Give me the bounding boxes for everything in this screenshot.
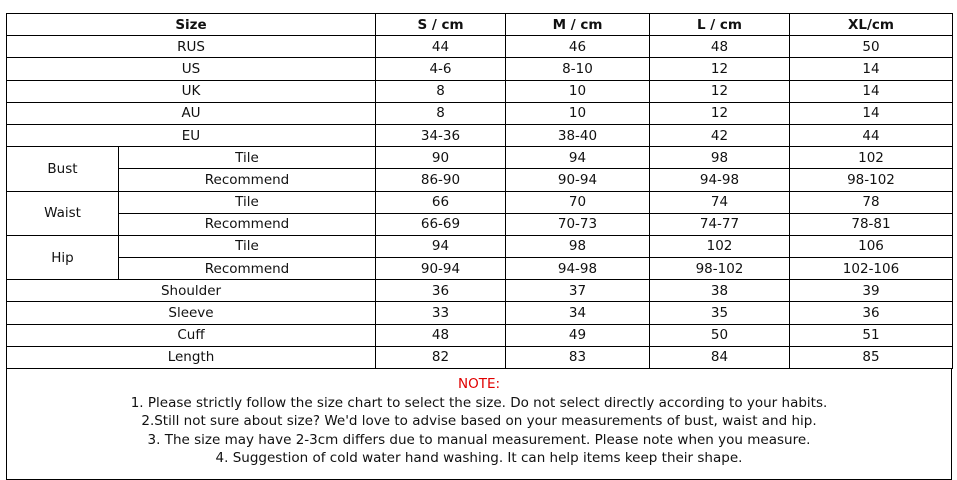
header-l: L / cm xyxy=(650,14,790,36)
sub-row-label: Tile xyxy=(119,235,376,257)
size-l-value: 12 xyxy=(650,58,790,80)
row-label: Sleeve xyxy=(7,302,376,324)
size-xl-value: 14 xyxy=(790,58,953,80)
table-row xyxy=(7,102,953,124)
size-m-value: 46 xyxy=(506,36,650,58)
size-l-value: 12 xyxy=(650,80,790,102)
note-line-4: 4. Suggestion of cold water hand washing. It can help items keep their shape. xyxy=(215,450,743,466)
table-row xyxy=(7,36,953,58)
size-m-value: 8-10 xyxy=(506,58,650,80)
size-l-value: 74-77 xyxy=(650,213,790,235)
size-xl-value: 85 xyxy=(790,346,953,368)
row-label: Length xyxy=(7,346,376,368)
size-m-value: 98 xyxy=(506,235,650,257)
note-title: NOTE: xyxy=(457,376,501,392)
size-m-value: 10 xyxy=(506,80,650,102)
sub-row-label: Recommend xyxy=(119,258,376,280)
size-xl-value: 39 xyxy=(790,280,953,302)
sub-row-label: Tile xyxy=(119,191,376,213)
table-row xyxy=(7,80,953,102)
size-s-value: 36 xyxy=(376,280,506,302)
row-label: EU xyxy=(7,124,376,146)
size-s-value: 94 xyxy=(376,235,506,257)
table-row xyxy=(7,302,953,324)
size-s-value: 82 xyxy=(376,346,506,368)
note-line-2: 2.Still not sure about size? We'd love to advise based on your measurements of bust, waist and hip. xyxy=(141,413,817,429)
size-xl-value: 78 xyxy=(790,191,953,213)
table-body xyxy=(7,36,953,369)
row-label: AU xyxy=(7,102,376,124)
size-s-value: 66-69 xyxy=(376,213,506,235)
size-l-value: 102 xyxy=(650,235,790,257)
size-xl-value: 51 xyxy=(790,324,953,346)
size-l-value: 98 xyxy=(650,147,790,169)
table-row xyxy=(7,213,953,235)
table-row xyxy=(7,124,953,146)
size-xl-value: 50 xyxy=(790,36,953,58)
size-l-value: 48 xyxy=(650,36,790,58)
header-s: S / cm xyxy=(376,14,506,36)
sub-row-label: Recommend xyxy=(119,213,376,235)
sub-row-label: Tile xyxy=(119,147,376,169)
size-s-value: 86-90 xyxy=(376,169,506,191)
size-s-value: 8 xyxy=(376,80,506,102)
table-row xyxy=(7,58,953,80)
note-line-1: 1. Please strictly follow the size chart to select the size. Do not select directly according to your habits. xyxy=(130,394,828,411)
size-m-value: 38-40 xyxy=(506,124,650,146)
group-label: Hip xyxy=(7,235,119,279)
table-row xyxy=(7,258,953,280)
size-chart xyxy=(6,13,952,480)
header-m: M / cm xyxy=(506,14,650,36)
sub-row-label: Recommend xyxy=(119,169,376,191)
size-m-value: 90-94 xyxy=(506,169,650,191)
size-l-value: 84 xyxy=(650,346,790,368)
notes-box xyxy=(6,369,952,480)
note-line-3: 3. The size may have 2-3cm differs due to manual measurement. Please note when you measure. xyxy=(147,431,811,448)
size-l-value: 35 xyxy=(650,302,790,324)
size-xl-value: 14 xyxy=(790,102,953,124)
row-label: US xyxy=(7,58,376,80)
size-s-value: 34-36 xyxy=(376,124,506,146)
row-label: Shoulder xyxy=(7,280,376,302)
size-xl-value: 102 xyxy=(790,147,953,169)
size-l-value: 12 xyxy=(650,102,790,124)
size-m-value: 10 xyxy=(506,102,650,124)
size-l-value: 74 xyxy=(650,191,790,213)
size-xl-value: 106 xyxy=(790,235,953,257)
size-xl-value: 78-81 xyxy=(790,213,953,235)
size-l-value: 50 xyxy=(650,324,790,346)
size-m-value: 34 xyxy=(506,302,650,324)
size-m-value: 83 xyxy=(506,346,650,368)
size-m-value: 70-73 xyxy=(506,213,650,235)
table-row xyxy=(7,169,953,191)
header-xl: XL/cm xyxy=(790,14,953,36)
row-label: Cuff xyxy=(7,324,376,346)
group-label: Bust xyxy=(7,147,119,191)
size-s-value: 48 xyxy=(376,324,506,346)
table-row xyxy=(7,147,953,169)
header-row xyxy=(7,14,953,36)
size-s-value: 8 xyxy=(376,102,506,124)
size-table xyxy=(6,13,953,369)
table-row xyxy=(7,235,953,257)
size-s-value: 33 xyxy=(376,302,506,324)
row-label: UK xyxy=(7,80,376,102)
size-s-value: 66 xyxy=(376,191,506,213)
size-xl-value: 14 xyxy=(790,80,953,102)
size-m-value: 37 xyxy=(506,280,650,302)
size-s-value: 4-6 xyxy=(376,58,506,80)
size-xl-value: 98-102 xyxy=(790,169,953,191)
size-s-value: 44 xyxy=(376,36,506,58)
size-s-value: 90-94 xyxy=(376,258,506,280)
size-m-value: 70 xyxy=(506,191,650,213)
row-label: RUS xyxy=(7,36,376,58)
size-m-value: 94-98 xyxy=(506,258,650,280)
size-m-value: 49 xyxy=(506,324,650,346)
table-row xyxy=(7,346,953,368)
table-row xyxy=(7,191,953,213)
size-l-value: 42 xyxy=(650,124,790,146)
size-l-value: 98-102 xyxy=(650,258,790,280)
table-row xyxy=(7,280,953,302)
size-m-value: 94 xyxy=(506,147,650,169)
size-l-value: 38 xyxy=(650,280,790,302)
header-size: Size xyxy=(7,14,376,36)
table-row xyxy=(7,324,953,346)
size-xl-value: 36 xyxy=(790,302,953,324)
size-l-value: 94-98 xyxy=(650,169,790,191)
size-s-value: 90 xyxy=(376,147,506,169)
group-label: Waist xyxy=(7,191,119,235)
size-xl-value: 102-106 xyxy=(790,258,953,280)
size-xl-value: 44 xyxy=(790,124,953,146)
